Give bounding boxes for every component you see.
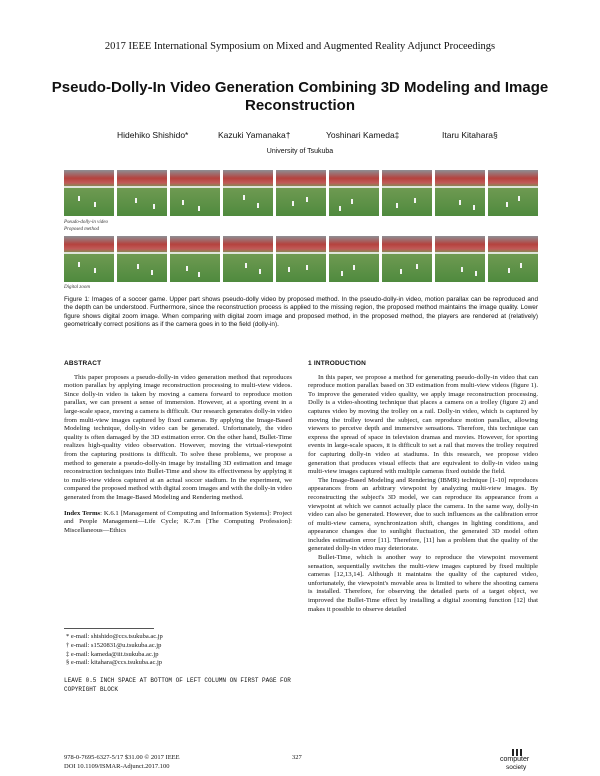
email-2: † e-mail: s1520831@u.tsukuba.ac.jp — [66, 641, 162, 649]
figure-label-bottom: Digital zoom — [64, 285, 90, 290]
frame-image — [382, 236, 432, 282]
figure-1 — [64, 170, 538, 292]
frame-image — [170, 170, 220, 216]
frame-image — [276, 236, 326, 282]
digital-zoom-strip — [64, 236, 538, 282]
frame-image — [329, 236, 379, 282]
index-terms — [64, 510, 292, 536]
left-column — [64, 360, 292, 535]
author-4: Itaru Kitahara§ — [442, 130, 498, 140]
index-terms-text: : K.6.1 [Management of Computing and Information Systems]: Project and People Management—Life Cycle; K.7.m [The Computing Profession]: Miscellaneous—Ethics — [64, 509, 293, 534]
email-footnotes — [66, 633, 292, 668]
introduction-heading: 1 INTRODUCTION — [308, 360, 367, 367]
frame-image — [276, 170, 326, 216]
logo-line-1: computer — [500, 756, 530, 763]
frame-image — [64, 236, 114, 282]
email-3: ‡ e-mail: kameda@iit.tsukuba.ac.jp — [66, 650, 159, 658]
footnote-rule — [64, 628, 154, 629]
page-number: 327 — [292, 754, 302, 761]
frame-image — [117, 170, 167, 216]
index-terms-label: Index Terms — [64, 509, 101, 517]
logo-line-2: society — [506, 764, 527, 771]
footer-isbn: 978-0-7695-6327-5/17 $31.00 © 2017 IEEE — [64, 754, 180, 761]
figure-label-top-2: Proposed method — [64, 227, 99, 232]
figure-label-top-1: Pseudo-dolly-in video — [64, 220, 109, 225]
frame-image — [488, 236, 538, 282]
frame-image — [488, 170, 538, 216]
computer-society-logo — [496, 747, 540, 773]
frame-image — [435, 170, 485, 216]
affiliation: University of Tsukuba — [266, 148, 334, 155]
abstract-heading: ABSTRACT — [64, 360, 102, 367]
frame-image — [329, 170, 379, 216]
intro-paragraph-2: The Image-Based Modeling and Rendering (IBMR) technique [1-10] reproduces appearances from an arbitrary viewpoint by analyzing multi-view images. By reconstructing the subject's 3D model, we can reproduce its appearance from a viewpoint at which we cannot actually place the camera. In the same way, dolly-in video can also be generated. However, due to such influences as the calibration error of multi-view camera, synchronization shift, changes in lighting conditions, and appearance changes due to sunlight fluctuation, the generated 3D model often includes estimation error [11]. Therefore, [11] has a problem that the quality of the generated dolly-in video may deteriorate. — [308, 476, 538, 553]
frame-image — [170, 236, 220, 282]
right-column — [308, 360, 538, 614]
footer-doi: DOI 10.1109/ISMAR-Adjunct.2017.100 — [64, 763, 170, 770]
figure-caption: Figure 1: Images of a soccer game. Upper part shows pseudo-dolly video by proposed method. In the pseudo-dolly-in video, motion parallax can be reproduced and the depth can be understood. Furthermore, since the reconstruction process is applied to the missing region, the proposed method maintains the image quality. Lower figure shows digital zoom image. When comparing with digital zoom image and proposed method, in the proposed method, the players are rendered at (relatively) geometrically correct positions as if the camera goes in to the field (dolly-in). — [64, 296, 538, 329]
intro-paragraph-3: Bullet-Time, which is another way to reproduce the viewpoint movement sensation, sequentially switches the multi-view images captured by fixed multiple cameras [12,13,14]. Although it maintains the quality of the captured video, unfortunately, the viewpoint's movable area is limited to where the shooting camera is installed. Therefore, for observing the detailed parts of a target object, we improved the Bullet-Time effect by installing a digital zooming function [12] that makes it possible to observe detailed — [308, 554, 538, 613]
author-2: Kazuki Yamanaka† — [218, 130, 291, 140]
copyright-note: LEAVE 0.5 INCH SPACE AT BOTTOM OF LEFT COLUMN ON FIRST PAGE FOR COPYRIGHT BLOCK — [64, 677, 291, 693]
frame-image — [64, 170, 114, 216]
email-4: § e-mail: kitahara@ccs.tsukuba.ac.jp — [66, 659, 163, 667]
author-3: Yoshinari Kameda‡ — [326, 130, 400, 140]
abstract-body: This paper proposes a pseudo-dolly-in video generation method that reproduces motion parallax by applying image reconstruction processing to multi-view videos. Since dolly-in video is taken by moving a camera forward to reproduce motion parallax, we can present a sense of immersion. However, at a sporting event in a large-scale space, moving a camera is difficult. Our research generates dolly-in video from multi-view images captured by fixed cameras. By applying the Image-Based Modeling technique, dolly-in video can be generated. Unfortunately, the video quality is often damaged by the 3D estimation error. On the other hand, Bullet-Time realizes high-quality video observation. However, moving the virtual-viewpoint from the capturing positions is difficult. To solve these problems, we propose a method to generate a pseudo-dolly-in image by installing 3D estimation and image reconstruction techniques into Bullet-Time and show its effectiveness by applying it to multi-view videos captured at an actual soccer stadium. In the experiment, we compared the proposed method with digital zoom images and with the dolly-in video generated from the Image-Based Modeling and Rendering method. — [64, 373, 292, 501]
email-1: * e-mail: shishido@ccs.tsukuba.ac.jp — [66, 633, 163, 640]
frame-image — [223, 170, 273, 216]
frame-image — [382, 170, 432, 216]
frame-image — [435, 236, 485, 282]
frame-image — [223, 236, 273, 282]
intro-paragraph-1: In this paper, we propose a method for generating pseudo-dolly-in video that can reproduce motion parallax based on 3D estimation from multi-view videos (figure 1). To improve the generated video quality, we apply image reconstruction processing. Dolly is a video-shooting technique that places a camera on a trolley (figure 2) and captures video by moving the trolley on a rail. Dolly-in video, which is captured by moving the trolley toward the subject, can reproduce motion parallax, allowing viewers to perceive depth and immersive sensations. Therefore, this technique can express the spread of space in television dramas and movies. However, for sporting events in large-scale spaces, it is difficult to set a rail that moves the trolley required for capturing dolly-in video at stadiums. In this research, we propose video generation that produces visual effects that are equivalent to dolly-in video using multi-view images captured with multiple cameras fixed outside the field. — [308, 373, 538, 476]
conference-header: 2017 IEEE International Symposium on Mixed and Augmented Reality Adjunct Proceedings — [104, 41, 496, 52]
proposed-method-strip — [64, 170, 538, 216]
frame-image — [117, 236, 167, 282]
paper-title: Pseudo-Dolly-In Video Generation Combining 3D Modeling and Image Reconstruction — [51, 79, 549, 114]
author-1: Hidehiko Shishido* — [117, 130, 189, 140]
